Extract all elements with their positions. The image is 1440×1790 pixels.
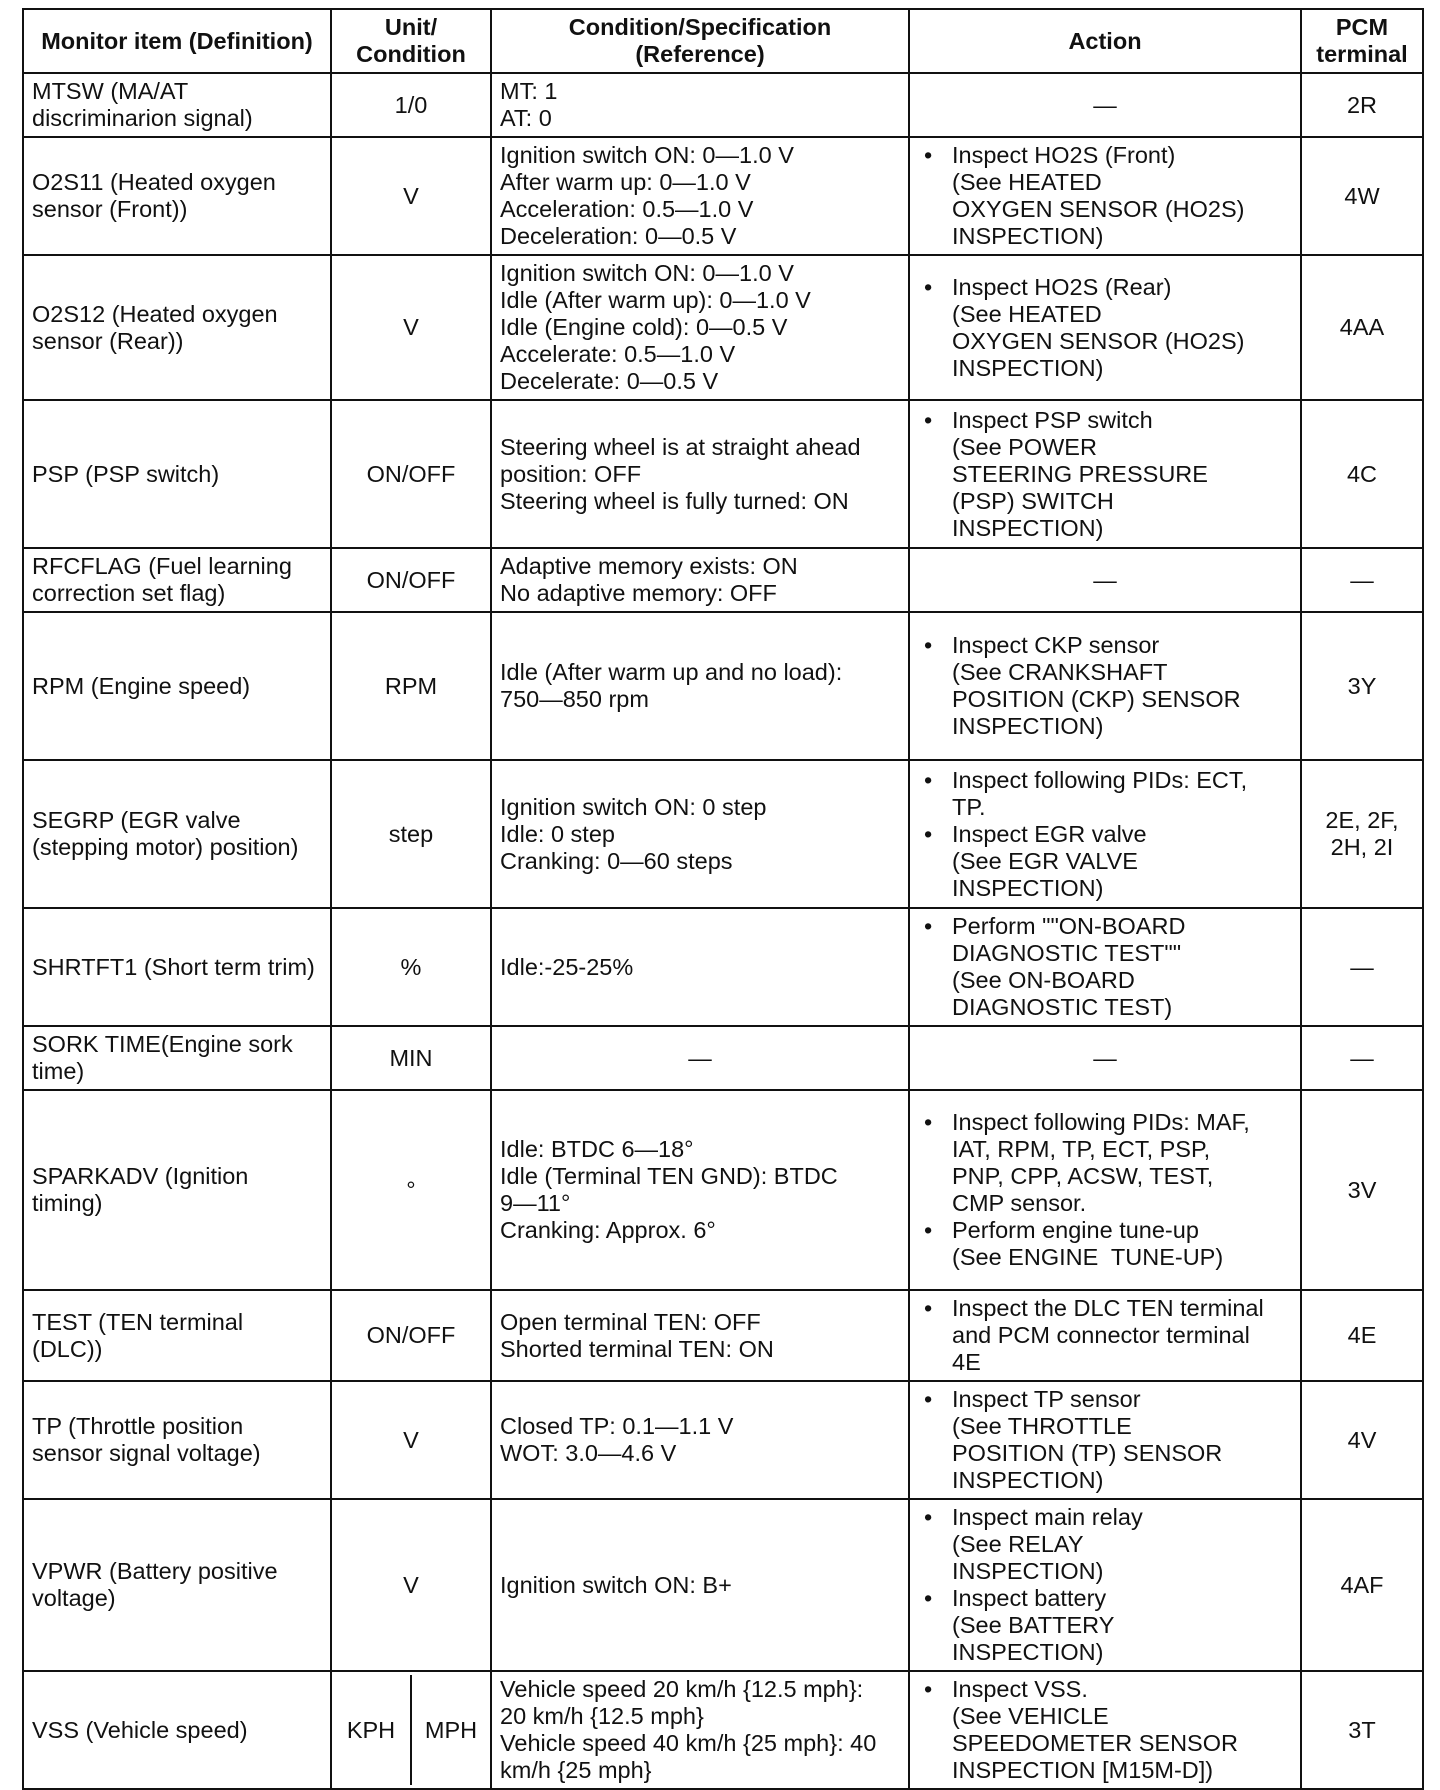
action-cell [909, 73, 1301, 137]
condition-line: Idle (Terminal TEN GND): BTDC 9—11° [500, 1163, 838, 1216]
monitor-item-text: SEGRP (EGR valve (stepping motor) position) [32, 807, 299, 860]
monitor-item-text: RFCFLAG (Fuel learning correction set flag) [32, 553, 292, 606]
action-list [918, 407, 1292, 542]
condition-cell [491, 1671, 909, 1789]
header-condition-specification: Condition/Specification (Reference) [491, 9, 909, 73]
unit-text: 1/0 [394, 91, 428, 118]
action-cell [909, 1026, 1301, 1090]
pcm-terminal-text: 2R [1346, 91, 1378, 118]
condition-cell [491, 1090, 909, 1290]
table-row [23, 1290, 1423, 1381]
monitor-item-cell [23, 1090, 331, 1290]
monitor-item-cell [23, 612, 331, 760]
condition-cell [491, 612, 909, 760]
action-text: • Inspect PSP switch (See POWER STEERING PRESSURE (PSP) SWITCH INSPECTION) [952, 406, 1208, 541]
condition-line: No adaptive memory: OFF [500, 580, 777, 606]
unit-cell [331, 255, 491, 400]
table-row [23, 255, 1423, 400]
action-text: • Inspect CKP sensor (See CRANKSHAFT POSITION (CKP) SENSOR INSPECTION) [952, 632, 1241, 739]
action-dash: — [1093, 566, 1117, 593]
condition-line: Idle:-25-25% [500, 953, 634, 980]
condition-cell [491, 137, 909, 255]
condition-cell [491, 760, 909, 908]
action-text: • Inspect HO2S (Front) (See HEATED OXYGEN SENSOR (HO2S) INSPECTION) [952, 142, 1245, 249]
unit-cell [331, 73, 491, 137]
pcm-terminal-cell [1301, 1671, 1423, 1789]
condition-line: Ignition switch ON: 0—1.0 V [500, 142, 794, 168]
monitor-item-text: VPWR (Battery positive voltage) [32, 1558, 278, 1611]
unit-text: MIN [389, 1044, 433, 1071]
pcm-terminal-text: 3V [1347, 1176, 1377, 1203]
action-text: • Inspect battery (See BATTERY INSPECTION) [952, 1585, 1115, 1665]
table-row [23, 1090, 1423, 1290]
action-item [918, 274, 1292, 382]
unit-cell [331, 400, 491, 548]
condition-cell [491, 1381, 909, 1499]
table-row [23, 1499, 1423, 1671]
unit-cell [331, 137, 491, 255]
condition-cell [491, 73, 909, 137]
monitor-item-text: TP (Throttle position sensor signal voltage) [32, 1413, 261, 1466]
unit-text: ON/OFF [366, 1322, 456, 1348]
table-row [23, 548, 1423, 612]
condition-line: Open terminal TEN: OFF [500, 1308, 761, 1335]
action-list [918, 913, 1292, 1021]
condition-cell [491, 1026, 909, 1090]
condition-cell [491, 400, 909, 548]
action-list [918, 1386, 1292, 1494]
pcm-terminal-cell [1301, 400, 1423, 548]
action-item [918, 142, 1292, 250]
condition-line: Idle (After warm up and no load): 750—850 rpm [500, 659, 843, 712]
condition-line: Ignition switch ON: 0—1.0 V [500, 260, 794, 286]
table-row [23, 1671, 1423, 1789]
unit-text: RPM [384, 672, 438, 699]
action-text: • Inspect following PIDs: ECT, TP. [952, 766, 1248, 820]
action-item [918, 1109, 1292, 1217]
monitor-item-cell [23, 1026, 331, 1090]
table-row [23, 400, 1423, 548]
action-text: • Inspect EGR valve (See EGR VALVE INSPECTION) [952, 820, 1147, 901]
action-list [918, 1109, 1292, 1271]
unit-cell [331, 1090, 491, 1290]
action-item [918, 1676, 1292, 1784]
table-row [23, 612, 1423, 760]
table-header-row [23, 9, 1423, 73]
monitor-item-cell [23, 760, 331, 908]
header-action: Action [909, 9, 1301, 73]
condition-cell [491, 908, 909, 1026]
unit-text-kph: KPH [332, 1675, 412, 1785]
action-text: • Inspect HO2S (Rear) (See HEATED OXYGEN SENSOR (HO2S) INSPECTION) [952, 273, 1245, 381]
monitor-item-cell [23, 908, 331, 1026]
pcm-terminal-cell [1301, 255, 1423, 400]
condition-line: Cranking: Approx. 6° [500, 1217, 716, 1243]
action-item [918, 1504, 1292, 1585]
pcm-terminal-text: 4V [1347, 1426, 1377, 1453]
pcm-terminal-cell [1301, 1090, 1423, 1290]
condition-line: Steering wheel is fully turned: ON [500, 487, 849, 514]
action-text: • Perform engine tune-up (See ENGINE TUNE-UP) [952, 1217, 1224, 1270]
condition-line: Decelerate: 0—0.5 V [500, 368, 719, 394]
condition-line: Closed TP: 0.1—1.1 V [500, 1413, 734, 1439]
action-text: • Inspect main relay (See RELAY INSPECTION) [952, 1504, 1143, 1584]
action-cell [909, 1290, 1301, 1381]
condition-line: Ignition switch ON: B+ [500, 1571, 732, 1598]
condition-line: MT: 1 [500, 78, 558, 104]
action-list [918, 274, 1292, 382]
header-pcm-terminal: PCM terminal [1301, 9, 1423, 73]
unit-text: ° [406, 1176, 416, 1203]
monitor-item-cell [23, 255, 331, 400]
action-item [918, 767, 1292, 821]
unit-cell [331, 1381, 491, 1499]
action-item [918, 1217, 1292, 1271]
condition-line: Cranking: 0—60 steps [500, 847, 733, 874]
header-monitor-item: Monitor item (Definition) [23, 9, 331, 73]
condition-line: Shorted terminal TEN: ON [500, 1335, 774, 1362]
unit-cell [331, 1026, 491, 1090]
condition-dash: — [688, 1044, 712, 1071]
action-item [918, 632, 1292, 740]
action-list [918, 1504, 1292, 1666]
condition-line: After warm up: 0—1.0 V [500, 169, 751, 195]
pcm-terminal-cell [1301, 1290, 1423, 1381]
action-cell [909, 1381, 1301, 1499]
monitor-table-page [22, 8, 1422, 1790]
table-body [23, 73, 1423, 1789]
monitor-item-cell [23, 137, 331, 255]
action-dash: — [1093, 1044, 1117, 1071]
condition-line: Ignition switch ON: 0 step [500, 793, 767, 820]
action-item [918, 1386, 1292, 1494]
pcm-terminal-text: — [1350, 953, 1374, 980]
monitor-item-text: SPARKADV (Ignition timing) [32, 1163, 249, 1216]
pcm-terminal-cell [1301, 548, 1423, 612]
action-list [918, 1676, 1292, 1784]
pcm-terminal-cell [1301, 760, 1423, 908]
action-cell [909, 548, 1301, 612]
pcm-terminal-text: 4C [1346, 460, 1378, 487]
table-row [23, 760, 1423, 908]
condition-line: Adaptive memory exists: ON [500, 553, 798, 579]
action-cell [909, 255, 1301, 400]
action-text: • Inspect following PIDs: MAF, IAT, RPM, TP, ECT, PSP, PNP, CPP, ACSW, TEST, CMP sensor. [952, 1109, 1250, 1216]
action-text: • Inspect the DLC TEN terminal and PCM connector terminal 4E [952, 1295, 1264, 1375]
table-row [23, 137, 1423, 255]
monitor-item-cell [23, 1671, 331, 1789]
pcm-terminal-cell [1301, 137, 1423, 255]
condition-cell [491, 1290, 909, 1381]
action-list [918, 142, 1292, 250]
pcm-terminal-cell [1301, 908, 1423, 1026]
monitor-item-text: VSS (Vehicle speed) [32, 1716, 248, 1743]
action-dash: — [1093, 91, 1117, 118]
action-text: • Inspect TP sensor (See THROTTLE POSITION (TP) SENSOR INSPECTION) [952, 1386, 1223, 1493]
monitor-item-text: SORK TIME(Engine sork time) [32, 1031, 293, 1084]
condition-line: Accelerate: 0.5—1.0 V [500, 341, 736, 367]
condition-cell [491, 1499, 909, 1671]
condition-line: Acceleration: 0.5—1.0 V [500, 196, 754, 222]
monitor-item-text: O2S12 (Heated oxygen sensor (Rear)) [32, 300, 278, 354]
monitor-item-cell [23, 548, 331, 612]
action-list [918, 767, 1292, 902]
action-cell [909, 1499, 1301, 1671]
action-list [918, 632, 1292, 740]
unit-text: V [403, 1426, 419, 1453]
monitor-item-text: SHRTFT1 (Short term trim) [32, 953, 315, 980]
pcm-terminal-text: 4E [1347, 1322, 1377, 1348]
pcm-terminal-text: — [1350, 566, 1374, 593]
condition-cell [491, 548, 909, 612]
unit-cell [331, 612, 491, 760]
action-cell [909, 400, 1301, 548]
monitor-item-cell [23, 1381, 331, 1499]
pcm-terminal-text: 2E, 2F, 2H, 2I [1325, 807, 1399, 860]
unit-text: V [403, 1571, 419, 1598]
action-text: • Perform ""ON-BOARD DIAGNOSTIC TEST"" (See ON-BOARD DIAGNOSTIC TEST) [952, 913, 1186, 1020]
condition-line: AT: 0 [500, 105, 552, 131]
monitor-item-text: MTSW (MA/AT discriminarion signal) [32, 78, 253, 131]
action-cell [909, 908, 1301, 1026]
unit-text: ON/OFF [366, 460, 456, 487]
pcm-terminal-cell [1301, 1026, 1423, 1090]
unit-cell [331, 548, 491, 612]
table-row [23, 1026, 1423, 1090]
action-list [918, 1295, 1292, 1376]
unit-text: V [403, 182, 419, 209]
action-cell [909, 137, 1301, 255]
action-item [918, 407, 1292, 542]
condition-line: Idle (After warm up): 0—1.0 V [500, 287, 811, 313]
condition-line: Steering wheel is at straight ahead position: OFF [500, 433, 861, 487]
condition-line: Idle (Engine cold): 0—0.5 V [500, 314, 788, 340]
unit-cell [331, 760, 491, 908]
monitor-item-cell [23, 1499, 331, 1671]
monitor-item-cell [23, 1290, 331, 1381]
unit-text: % [400, 953, 422, 980]
condition-cell [491, 255, 909, 400]
unit-text: step [388, 820, 434, 847]
action-item [918, 913, 1292, 1021]
condition-line: Vehicle speed 20 km/h {12.5 mph}: 20 km/h {12.5 mph} [500, 1676, 864, 1729]
monitor-item-text: RPM (Engine speed) [32, 672, 251, 699]
action-cell [909, 1090, 1301, 1290]
unit-cell [331, 1671, 491, 1789]
condition-line: Vehicle speed 40 km/h {25 mph}: 40 km/h {25 mph} [500, 1730, 877, 1783]
pcm-terminal-text: 4AA [1339, 314, 1385, 340]
unit-text-mph: MPH [424, 1716, 478, 1743]
monitor-item-cell [23, 400, 331, 548]
monitor-item-text: TEST (TEN terminal (DLC)) [32, 1308, 244, 1362]
condition-line: Deceleration: 0—0.5 V [500, 223, 737, 249]
table-row [23, 73, 1423, 137]
unit-cell [331, 1499, 491, 1671]
pcm-terminal-cell [1301, 1381, 1423, 1499]
action-item [918, 1295, 1292, 1376]
monitor-item-text: PSP (PSP switch) [32, 460, 220, 487]
unit-cell [331, 1290, 491, 1381]
condition-line: Idle: BTDC 6—18° [500, 1136, 694, 1162]
action-item [918, 821, 1292, 902]
monitor-item-cell [23, 73, 331, 137]
action-cell [909, 612, 1301, 760]
pcm-terminal-text: 3Y [1347, 672, 1377, 699]
table-row [23, 1381, 1423, 1499]
action-cell [909, 1671, 1301, 1789]
pcm-terminal-cell [1301, 73, 1423, 137]
header-unit-condition: Unit/ Condition [331, 9, 491, 73]
pcm-terminal-cell [1301, 612, 1423, 760]
unit-text: V [403, 314, 419, 340]
pcm-terminal-text: 3T [1348, 1716, 1376, 1743]
action-text: • Inspect VSS. (See VEHICLE SPEEDOMETER SENSOR INSPECTION [M15M-D]) [952, 1676, 1238, 1783]
pcm-terminal-text: 4W [1344, 182, 1380, 209]
condition-line: Idle: 0 step [500, 820, 615, 847]
pcm-terminal-text: — [1350, 1044, 1374, 1071]
condition-line: WOT: 3.0—4.6 V [500, 1440, 677, 1466]
pid-monitor-table [22, 8, 1424, 1790]
pcm-terminal-cell [1301, 1499, 1423, 1671]
monitor-item-text: O2S11 (Heated oxygen sensor (Front)) [32, 169, 276, 222]
table-row [23, 908, 1423, 1026]
unit-text: ON/OFF [366, 566, 456, 593]
unit-cell [331, 908, 491, 1026]
action-cell [909, 760, 1301, 908]
pcm-terminal-text: 4AF [1340, 1571, 1384, 1598]
action-item [918, 1585, 1292, 1666]
